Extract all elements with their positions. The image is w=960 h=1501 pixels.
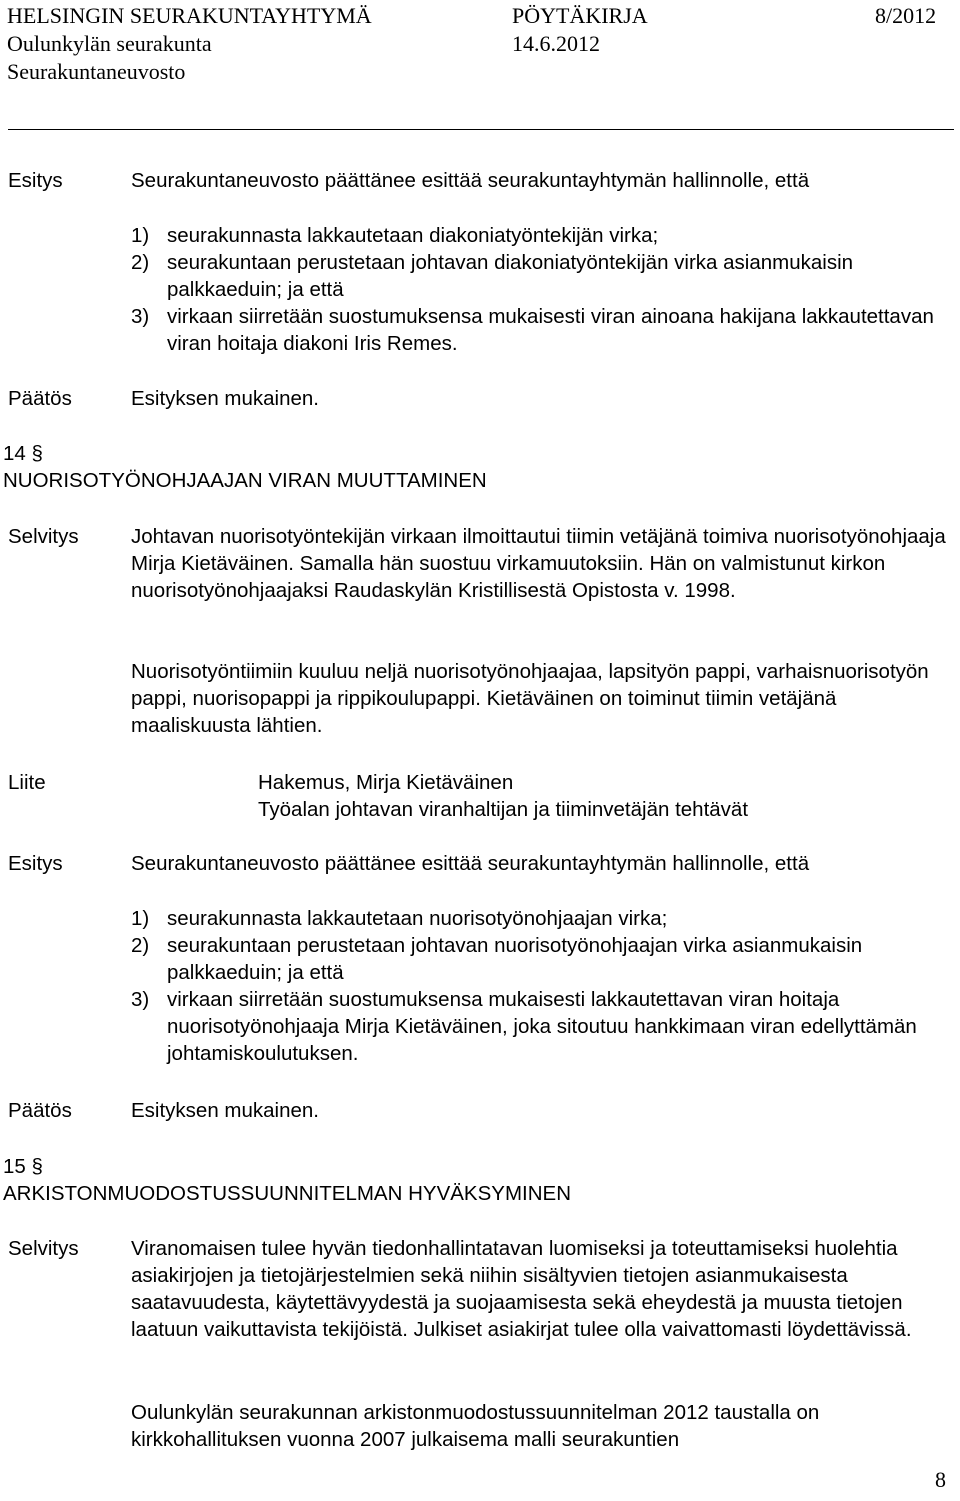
header-divider <box>8 129 954 130</box>
header-org: HELSINGIN SEURAKUNTAYHTYMÄ <box>7 3 372 28</box>
selvitys-label: Selvitys <box>8 1237 79 1260</box>
paatos-text: Esityksen mukainen. <box>131 387 320 410</box>
list-item-text: seurakunnasta lakkautetaan diakoniatyöntekijän virka; <box>167 224 659 247</box>
list-item <box>131 222 948 249</box>
list-item-number: 3) <box>131 305 150 328</box>
list-item-text: seurakuntaan perustetaan johtavan nuorisotyönohjaajan virka asianmukaisin palkkaeduin; ja että <box>167 934 863 984</box>
esitys-text: Seurakuntaneuvosto päättänee esittää seurakuntayhtymän hallinnolle, että <box>131 852 810 875</box>
selvitys-paragraph: Oulunkylän seurakunnan arkistonmuodostussuunnitelman 2012 taustalla on kirkkohallituksen vuonna 2007 julkaisema malli seurakuntien <box>131 1401 820 1451</box>
header-date: 14.6.2012 <box>512 31 600 56</box>
paatos-label: Päätös <box>8 1099 72 1122</box>
list-item <box>131 249 948 303</box>
section-15-number: 15 § <box>3 1155 43 1178</box>
selvitys-paragraph: Johtavan nuorisotyöntekijän virkaan ilmoittautui tiimin vetäjänä toimiva nuorisotyönohjaaja Mirja Kietäväinen. Samalla hän suostuu virkamuutoksiin. Hän on valmistunut kirkon nuorisotyönohjaajaksi Raudaskylän Kristillisestä Opistosta v. 1998. <box>131 525 946 602</box>
list-item <box>131 932 948 986</box>
list-item-number: 1) <box>131 907 150 930</box>
page-number: 8 <box>935 1467 946 1492</box>
list-item <box>131 986 948 1067</box>
selvitys-label: Selvitys <box>8 525 79 548</box>
list-item-text: seurakuntaan perustetaan johtavan diakoniatyöntekijän virka asianmukaisin palkkaeduin; ja että <box>167 251 854 301</box>
liite-label: Liite <box>8 771 46 794</box>
header-body: Seurakuntaneuvosto <box>7 59 186 84</box>
section-14-title: NUORISOTYÖNOHJAAJAN VIRAN MUUTTAMINEN <box>3 469 487 492</box>
list-item-number: 2) <box>131 251 150 274</box>
liite-item: Hakemus, Mirja Kietäväinen <box>258 771 514 794</box>
list-item-number: 2) <box>131 934 150 957</box>
selvitys-paragraph: Viranomaisen tulee hyvän tiedonhallintatavan luomiseksi ja toteuttamiseksi huolehtia asiakirjojen ja tietojärjestelmien sekä niihin sisältyvien tietojen asianmukaisesta saatavuudesta, käytettävyydestä ja suojaamisesta sekä eheydestä ja muusta tietojen laatuun vaikuttavista tekijöistä. Julkiset asiakirjat tulee olla vaivattomasti löydettävissä. <box>131 1237 912 1341</box>
section-14-number: 14 § <box>3 442 43 465</box>
paatos-text: Esityksen mukainen. <box>131 1099 320 1122</box>
liite-item: Työalan johtavan viranhaltijan ja tiiminvetäjän tehtävät <box>258 798 749 821</box>
intro-proposal-list <box>131 222 948 357</box>
esitys-label: Esitys <box>8 169 63 192</box>
esitys-text: Seurakuntaneuvosto päättänee esittää seurakuntayhtymän hallinnolle, että <box>131 169 810 192</box>
header-doc-type: PÖYTÄKIRJA <box>512 3 648 28</box>
list-item-number: 3) <box>131 988 150 1011</box>
header-doc-number: 8/2012 <box>875 3 937 28</box>
esitys-label: Esitys <box>8 852 63 875</box>
list-item-text: virkaan siirretään suostumuksensa mukaisesti lakkautettavan viran hoitaja nuorisotyönohjaaja Mirja Kietäväinen, joka sitoutuu hankkimaan viran edellyttämän johtamiskoulutuksen. <box>167 988 917 1065</box>
list-item <box>131 303 948 357</box>
list-item-text: virkaan siirretään suostumuksensa mukaisesti viran ainoana hakijana lakkautettavan viran hoitaja diakoni Iris Remes. <box>167 305 934 355</box>
selvitys-paragraph: Nuorisotyöntiimiin kuuluu neljä nuorisotyönohjaajaa, lapsityön pappi, varhaisnuorisotyön pappi, nuorisopappi ja rippikoulupappi. Kietäväinen on toiminut tiimin vetäjänä maaliskuusta lähtien. <box>131 660 929 737</box>
list-item-text: seurakunnasta lakkautetaan nuorisotyönohjaajan virka; <box>167 907 668 930</box>
paatos-label: Päätös <box>8 387 72 410</box>
list-item-number: 1) <box>131 224 150 247</box>
section-14-proposal-list <box>131 905 948 1067</box>
list-item <box>131 905 948 932</box>
section-15-title: ARKISTONMUODOSTUSSUUNNITELMAN HYVÄKSYMINEN <box>3 1182 572 1205</box>
header-parish: Oulunkylän seurakunta <box>7 31 212 56</box>
